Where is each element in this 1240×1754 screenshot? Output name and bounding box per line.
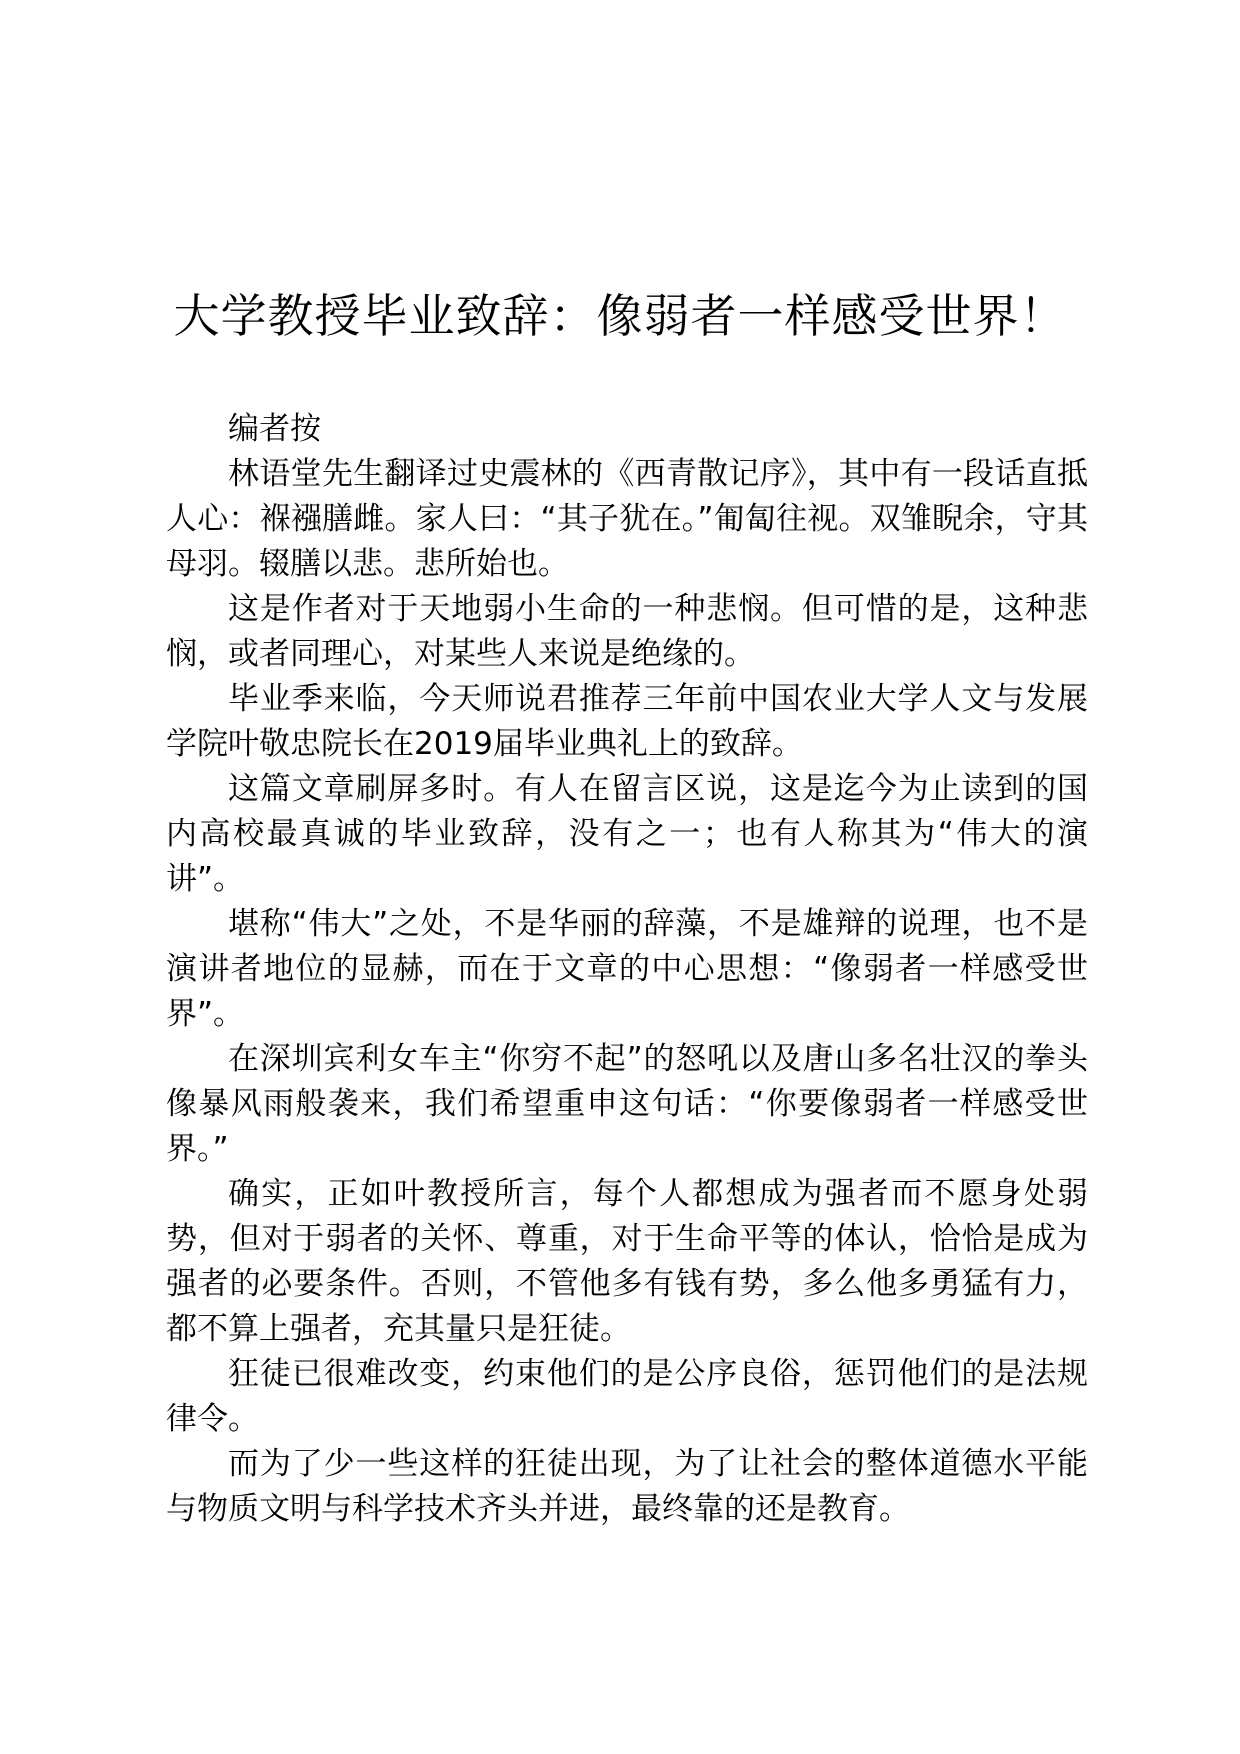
paragraph: 毕业季来临，今天师说君推荐三年前中国农业大学人文与发展学院叶敬忠院长在2019届毕业典礼上的致辞。: [166, 681, 1088, 762]
paragraph: 而为了少一些这样的狂徒出现，为了让社会的整体道德水平能与物质文明与科学技术齐头并进，最终靠的还是教育。: [166, 1446, 1088, 1527]
paragraph: 确实，正如叶教授所言，每个人都想成为强者而不愿身处弱势，但对于弱者的关怀、尊重，对于生命平等的体认，恰恰是成为强者的必要条件。否则，不管他多有钱有势，多么他多勇猛有力，都不算上强者，充其量只是狂徒。: [166, 1176, 1088, 1347]
article-title: 大学教授毕业致辞：像弱者一样感受世界！: [173, 289, 1067, 343]
paragraph: 这篇文章刷屏多时。有人在留言区说，这是迄今为止读到的国内高校最真诚的毕业致辞，没有之一；也有人称其为“伟大的演讲”。: [166, 771, 1088, 897]
article-body: [166, 407, 1088, 1532]
paragraph: 狂徒已很难改变，约束他们的是公序良俗，惩罚他们的是法规律令。: [166, 1356, 1088, 1437]
paragraph: 堪称“伟大”之处，不是华丽的辞藻，不是雄辩的说理，也不是演讲者地位的显赫，而在于文章的中心思想：“像弱者一样感受世界”。: [166, 906, 1088, 1032]
paragraph: 在深圳宾利女车主“你穷不起”的怒吼以及唐山多名壮汉的拳头像暴风雨般袭来，我们希望重申这句话：“你要像弱者一样感受世界。”: [166, 1041, 1088, 1167]
paragraph: 这是作者对于天地弱小生命的一种悲悯。但可惜的是，这种悲悯，或者同理心，对某些人来说是绝缘的。: [166, 591, 1088, 672]
editor-note-heading: 编者按: [228, 411, 321, 447]
paragraph: 林语堂先生翻译过史震林的《西青散记序》，其中有一段话直抵人心：褓襁膳雌。家人曰：“其子犹在。”匍匐往视。双雏睨余，守其母羽。辍膳以悲。悲所始也。: [166, 456, 1088, 582]
